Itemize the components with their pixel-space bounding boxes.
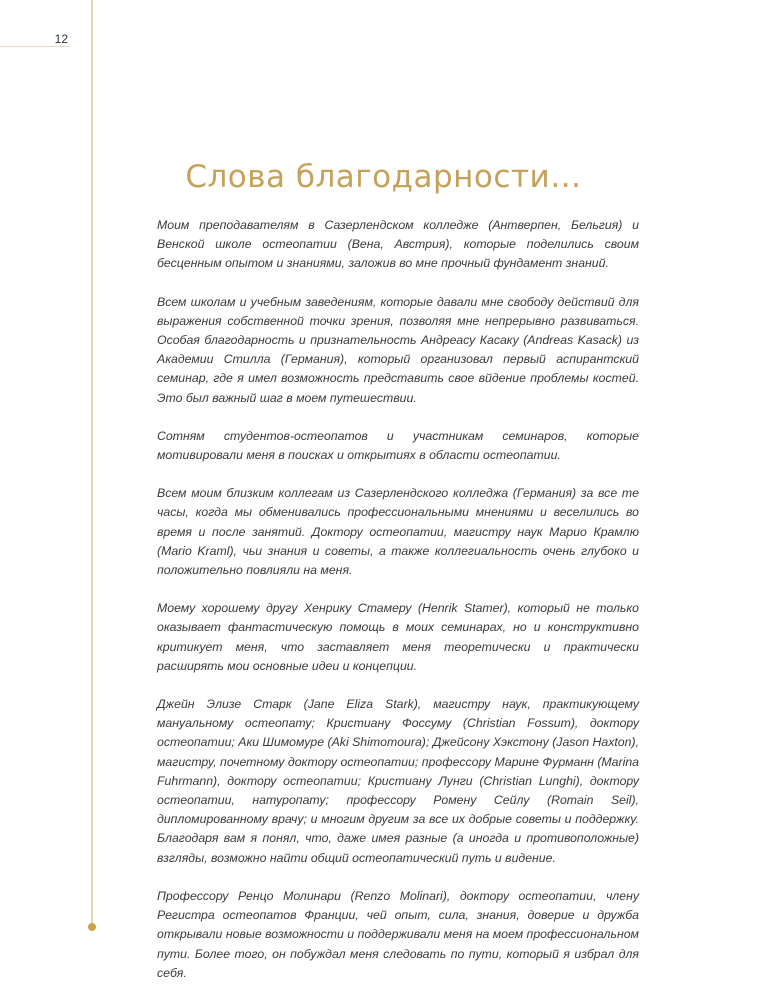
paragraph-friend: Моему хорошему другу Хенрику Стамеру (Henrik Stamer), который не только оказывает фантастическую помощь в моих семинарах, но и конструктивно критикует меня, что заставляет меня теоретически и практически расширять мои основные идеи и концепции. (157, 601, 639, 673)
page-title: Слова благодарности… (185, 159, 582, 195)
paragraph-mentors: Джейн Элизе Старк (Jane Eliza Stark), магистру наук, практикующему мануальному остеопату; Кристиану Фоссуму (Christian Fossum), доктору остеопатии; Аки Шимомуре (Aki Shimomoura); Джейсону Хэкстону (Jason Haxton), магистру, почетному доктору остеопатии; профессору Марине Фурманн (Marina Fuhrmann), доктору остеопатии; Кристиану Лунги (Christian Lunghi), доктору остеопатии, натуропату; профессору Ромену Сейлу (Romain Seil), дипломированному врачу; и многим другим за все их добрые советы и поддержку. Благодаря вам я понял, что, даже имея разные (а иногда и противоположные) взгляды, возможно найти общий остеопатический путь и видение. (157, 697, 639, 865)
acknowledgements-body (157, 216, 639, 1000)
paragraph-colleagues: Всем моим близким коллегам из Сазерлендского колледжа (Германия) за все те часы, когда мы обменивались профессиональными мнениями и веселились во время и после занятий. Доктору остеопатии, магистру наук Марио Крамлю (Mario Kraml), чьи знания и советы, а также коллегиальность очень глубоко и положительно повлияли на меня. (157, 486, 639, 578)
page-number: 12 (54, 32, 68, 46)
vertical-decorative-rule (91, 0, 93, 926)
rule-end-dot-icon (88, 923, 96, 931)
paragraph-teachers: Моим преподавателям в Сазерлендском колледже (Антверпен, Бельгия) и Венской школе остеопатии (Вена, Австрия), которые поделились своим бесценным опытом и знаниями, заложив во мне прочный фундамент знаний. (157, 218, 639, 271)
paragraph-schools: Всем школам и учебным заведениям, которые давали мне свободу действий для выражения собственной точки зрения, позволяя мне непрерывно развиваться. Особая благодарность и признательность Андреасу Касаку (Andreas Kasack) из Академии Стилла (Германия), который организовал первый аспирантский семинар, где я имел возможность представить свое вйдение проблемы костей. Это был важный шаг в моем путешествии. (157, 294, 639, 405)
paragraph-students: Сотням студентов-остеопатов и участникам семинаров, которые мотивировали меня в поисках и открытиях в области остеопатии. (157, 428, 639, 463)
header-rule (0, 46, 70, 47)
paragraph-professor: Профессору Ренцо Молинари (Renzo Molinari), доктору остеопатии, члену Регистра остеопатов Франции, чей опыт, сила, знания, доверие и дружба открывали новые возможности и поддерживали меня на моем профессиональном пути. Более того, он побуждал меня следовать по пути, который я избрал для себя. (157, 888, 639, 980)
